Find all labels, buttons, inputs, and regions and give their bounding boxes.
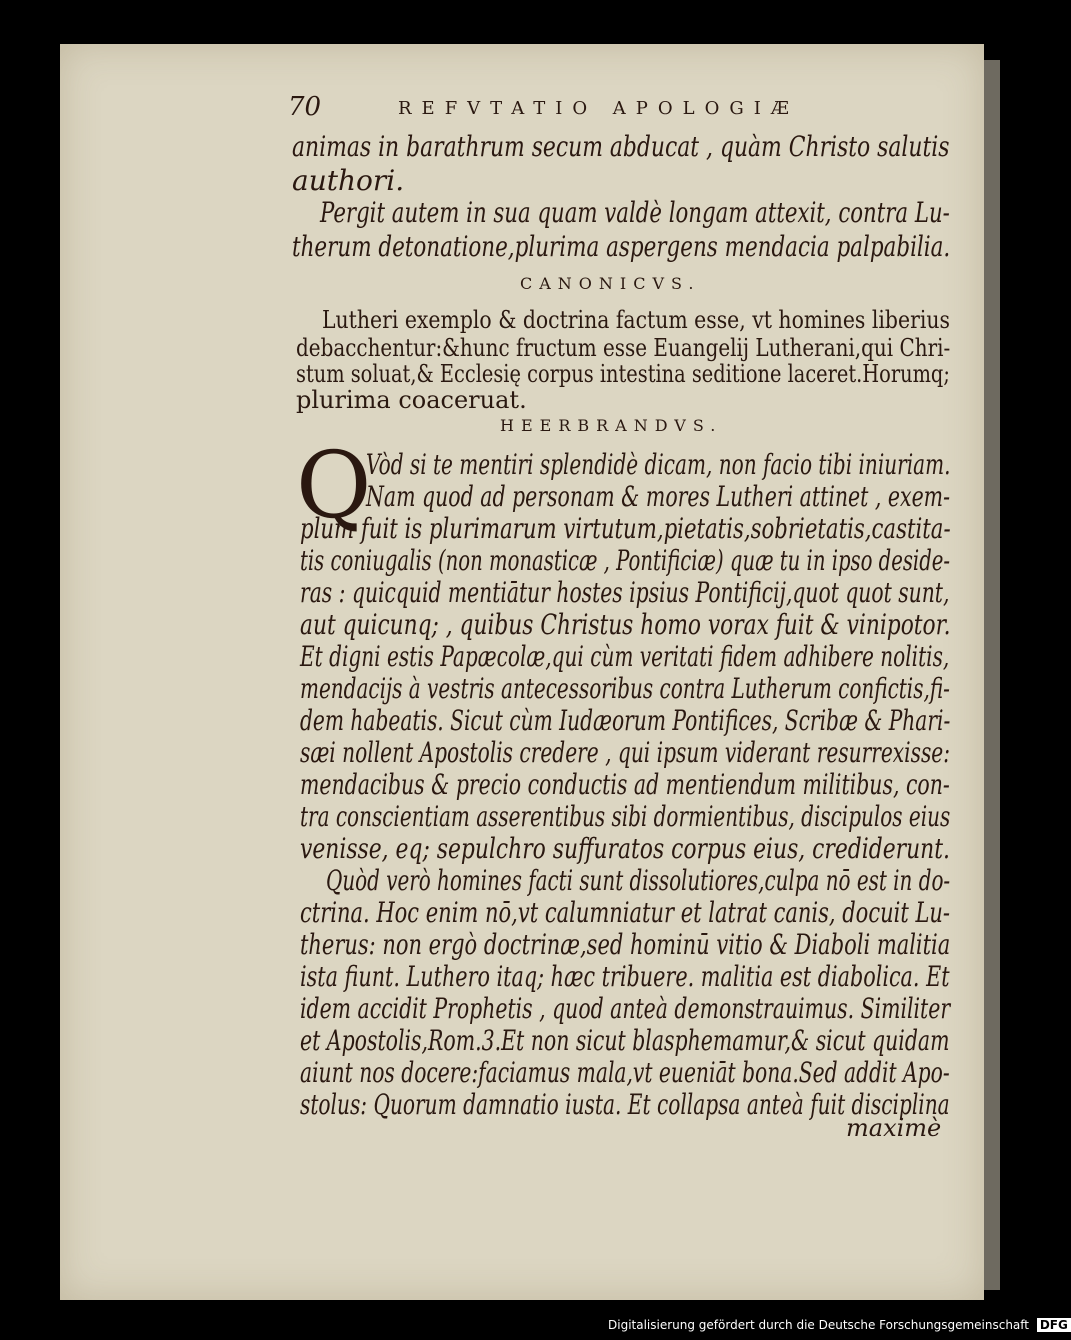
page-edge xyxy=(984,60,1000,1290)
text-line: Vòd si te mentiri splendidè dicam, non facio tibi iniuriam. xyxy=(366,448,951,481)
text-line: idem accidit Prophetis , quod anteà demonstrauimus. Similiter xyxy=(300,992,951,1025)
text-line: tis coniugalis (non monasticæ , Pontificiæ) quæ tu in ipso deside- xyxy=(300,544,951,577)
catchword: maximè xyxy=(846,1114,942,1142)
footer-credit xyxy=(608,1318,1071,1332)
text-line: venisse, eq; sepulchro suffuratos corpus eius, crediderunt. xyxy=(300,832,950,865)
text-line: sæi nollent Apostolis credere , qui ipsum viderant resurrexisse: xyxy=(300,736,951,769)
text-line: authori. xyxy=(292,164,405,197)
text-line: et Apostolis,Rom.3.Et non sicut blasphemamur,& sicut quidam xyxy=(300,1024,950,1057)
text-line: therum detonatione,plurima aspergens mendacia palpabilia. xyxy=(292,230,951,263)
text-line: debacchentur:&hunc fructum esse Euangelij Lutherani,qui Chri- xyxy=(296,334,951,362)
section-heading: HEERBRANDVS. xyxy=(500,416,723,435)
page-number: 70 xyxy=(288,92,322,122)
text-line: Quòd verò homines facti sunt dissolutiores,culpa nō est in do- xyxy=(326,864,951,897)
section-heading: CANONICVS. xyxy=(520,274,701,293)
text-line: plum fuit is plurimarum virtutum,pietatis,sobrietatis,castita- xyxy=(300,512,951,545)
text-line: animas in barathrum secum abducat , quàm Christo salutis xyxy=(292,130,950,163)
text-line: dem habeatis. Sicut cùm Iudæorum Pontifices, Scribæ & Phari- xyxy=(300,704,951,737)
text-line: ctrina. Hoc enim nō,vt calumniatur et latrat canis, docuit Lu- xyxy=(300,896,951,929)
text-line: Pergit autem in sua quam valdè longam attexit, contra Lu- xyxy=(320,196,950,229)
dfg-logo: DFG xyxy=(1037,1318,1071,1332)
text-line: ras : quicquid mentiātur hostes ipsius Pontificij,quot quot sunt, xyxy=(300,576,950,609)
drop-cap: Q xyxy=(296,432,372,539)
text-line: stum soluat,& Ecclesię corpus intestina seditione laceret.Horumq; xyxy=(296,360,950,388)
text-line: stolus: Quorum damnatio iusta. Et collapsa anteà fuit disciplina xyxy=(300,1088,950,1121)
text-line: mendacijs à vestris antecessoribus contra Lutherum confictis,fi- xyxy=(300,672,950,705)
text-line: therus: non ergò doctrinæ,sed hominū vitio & Diaboli malitia xyxy=(300,928,951,961)
text-line: Lutheri exemplo & doctrina factum esse, vt homines liberius xyxy=(322,306,950,334)
text-line: Nam quod ad personam & mores Lutheri attinet , exem- xyxy=(366,480,951,513)
text-line: aiunt nos docere:faciamus mala,vt eueniāt bona.Sed addit Apo- xyxy=(300,1056,950,1089)
text-line: ista fiunt. Luthero itaq; hæc tribuere. malitia est diabolica. Et xyxy=(300,960,950,993)
running-title: REFVTATIO APOLOGIÆ xyxy=(398,98,799,119)
footer-text: Digitalisierung gefördert durch die Deutsche Forschungsgemeinschaft xyxy=(608,1318,1030,1332)
text-line: Et digni estis Papæcolæ,qui cùm veritati fidem adhibere nolitis, xyxy=(300,640,950,673)
text-line: mendacibus & precio conductis ad mentiendum militibus, con- xyxy=(300,768,950,801)
text-line: tra conscientiam asserentibus sibi dormientibus, discipulos eius xyxy=(300,800,951,833)
text-line: plurima coaceruat. xyxy=(296,386,527,414)
text-line: aut quicunq; , quibus Christus homo vorax fuit & vinipotor. xyxy=(300,608,951,641)
